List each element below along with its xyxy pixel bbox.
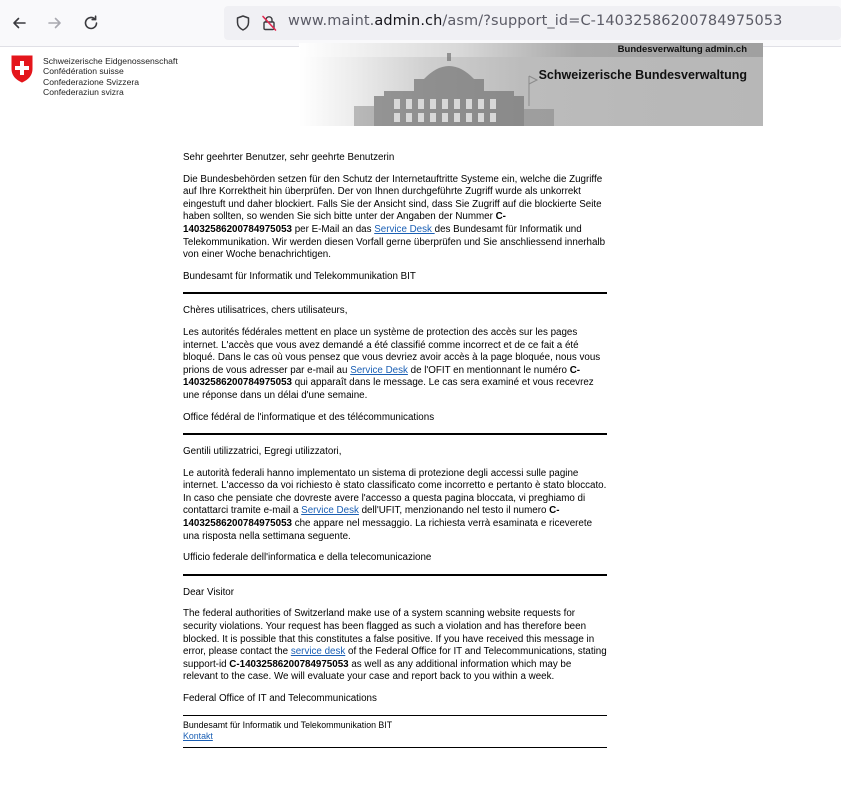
contact-link[interactable]: Kontakt	[183, 731, 213, 742]
message-en: The federal authorities of Switzerland make use of a system scanning website requests for security violations. Your request has been flagged as such a violation and has therefore been blocked. It is possible that this constitutes a false positive. If you have received this message in error, please contact the service desk of the Federal Office for IT and Telecommunications, stating support-id C-14032586200784975053 as well as any additional information which may be relevant to the case. We will evaluate your case and report back to you within a week.	[183, 608, 607, 683]
section-divider	[183, 574, 607, 576]
footer-divider	[183, 715, 607, 716]
service-desk-link-fr[interactable]: Service Desk	[350, 364, 408, 376]
greeting-fr: Chères utilisatrices, chers utilisateurs,	[183, 305, 348, 317]
address-bar[interactable]	[224, 6, 841, 40]
greeting-de: Sehr geehrter Benutzer, sehr geehrte Benutzerin	[183, 152, 395, 163]
service-desk-link-it[interactable]: Service Desk	[301, 505, 359, 517]
message-de: Die Bundesbehörden setzen für den Schutz der Internetauftritte Systeme ein, welche die Zugriffe auf Ihre Korrektheit hin überprüfen. Der von Ihnen durchgeführte Zugriff wurde als unkorrekt eingestuft und daher blockiert. Falls Sie der Ansicht sind, dass Sie Zugriff auf die blockierte Seite haben sollten, so wenden Sie sich bitte unter der Angaben der Nummer C-14032586200784975053 per E-Mail an das Service Desk des Bundesamt für Informatik und Telekommunikation. Wir werden diesen Vorfall gerne überprüfen und Sie anschliessend innerhalb von einer Woche benachrichtigen.	[183, 173, 606, 261]
support-id: C-14032586200784975053	[229, 658, 349, 670]
confederation-name: Confederaziun svizra	[43, 87, 124, 98]
confederation-names	[43, 56, 178, 98]
banner-top-text: Bundesverwaltung admin.ch	[617, 44, 747, 55]
footer	[183, 720, 607, 748]
signature-it: Ufficio federale dell'informatica e della telecomunicazione	[183, 552, 432, 564]
message-it: Le autorità federali hanno implementato un sistema di protezione degli accessi sulle pagine internet. L'accesso da voi richiesto è stato classificato come incorretto e pertanto è stato bloccato. In caso che pensiate che dovreste avere l'accesso a questa pagina bloccata, vi preghiamo di contattarci tramite e-mail a Service Desk dell'UFIT, menzionando nel testo il numero C-14032586200784975053 che appare nel messaggio. La richiesta verrà esaminata e riceverete una risposta nella settimana seguente.	[183, 467, 607, 542]
support-id: C-14032586200784975053	[183, 505, 560, 530]
message-fr: Les autorités fédérales mettent en place un système de protection des accès sur les pages internet. L'accès que vous avez demandé a été classifié comme incorrect et de ce fait a été bloqué. Dans le cas où vous pensez que vous devriez avoir accès à la page bloquée, nous vous prions de vous adresser par e-mail au Service Desk de l'OFIT en mentionnant le numéro C-14032586200784975053 qui apparaît dans le message. Le cas sera examiné et vous recevrez une réponse dans un délai d'une semaine.	[183, 326, 601, 401]
footer-org: Bundesamt für Informatik und Telekommunikation BIT	[183, 719, 393, 730]
confederation-name: Confederazione Svizzera	[43, 76, 140, 87]
reload-icon[interactable]	[80, 12, 102, 34]
browser-toolbar	[0, 0, 841, 47]
greeting-en: Dear Visitor	[183, 586, 234, 598]
confederation-name: Schweizerische Eidgenossenschaft	[43, 56, 178, 66]
support-id: C-14032586200784975053	[183, 364, 581, 389]
swiss-coat-of-arms-icon	[11, 55, 33, 83]
back-arrow-icon[interactable]	[8, 12, 30, 34]
banner-title: Schweizerische Bundesverwaltung	[538, 68, 747, 82]
confederation-name: Confédération suisse	[43, 66, 124, 77]
section-divider	[183, 292, 607, 294]
lock-slash-icon[interactable]	[260, 14, 278, 32]
forward-arrow-icon[interactable]	[44, 12, 66, 34]
shield-icon[interactable]	[234, 14, 252, 32]
url-text[interactable]: www.maint.admin.ch/asm/?support_id=C-14032586200784975053	[288, 13, 783, 29]
signature-fr: Office fédéral de l'informatique et des télécommunications	[183, 411, 435, 423]
service-desk-link-de[interactable]: Service Desk	[374, 223, 435, 235]
main-content	[183, 152, 607, 748]
service-desk-link-en[interactable]: service desk	[290, 646, 346, 658]
footer-bottom-divider	[183, 747, 607, 748]
header-banner	[299, 43, 763, 126]
support-id: C-14032586200784975053	[183, 211, 506, 235]
federal-palace-image	[354, 51, 554, 126]
section-divider	[183, 433, 607, 435]
signature-de: Bundesamt für Informatik und Telekommunikation BIT	[183, 270, 416, 282]
signature-en: Federal Office of IT and Telecommunications	[183, 693, 377, 704]
greeting-it: Gentili utilizzatrici, Egregi utilizzatori,	[183, 446, 342, 458]
